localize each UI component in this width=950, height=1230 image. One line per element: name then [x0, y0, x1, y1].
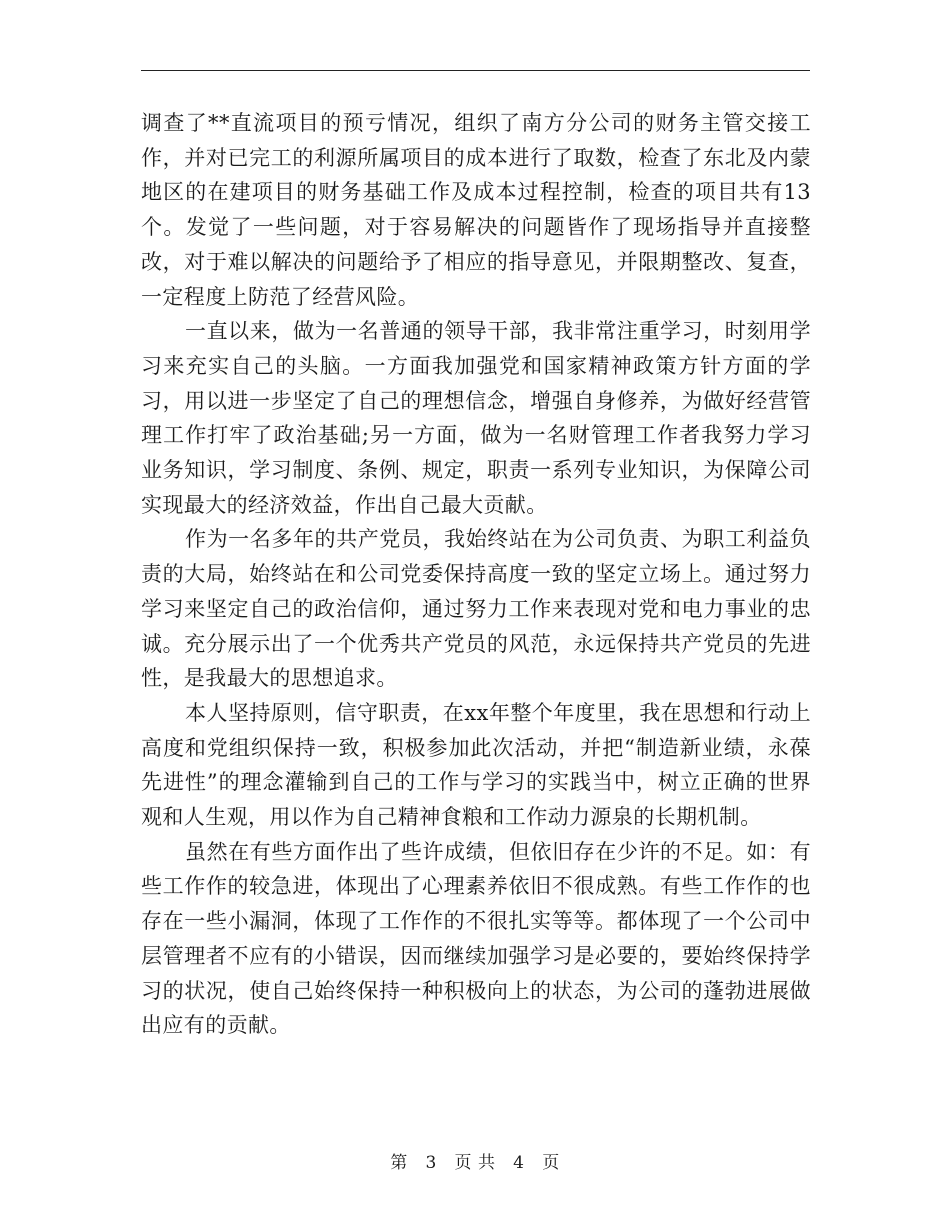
current-page-number: 3 — [425, 1153, 437, 1173]
footer-prefix: 第 — [390, 1153, 408, 1173]
footer-middle: 页 共 — [454, 1153, 496, 1173]
header-rule — [141, 70, 810, 71]
paragraph-principles: 本人坚持原则，信守职责，在xx年整个年度里，我在思想和行动上高度和党组织保持一致，积极参加此次活动，并把“制造新业绩，永葆先进性”的理念灌输到自己的工作与学习的实践当中，树立正确的世界观和人生观，用以作为自己精神食粮和工作动力源泉的长期机制。 — [141, 700, 811, 830]
body-text — [141, 106, 811, 1043]
paragraph-party-member: 作为一名多年的共产党员，我始终站在为公司负责、为职工利益负责的大局，始终站在和公司党委保持高度一致的坚定立场上。通过努力学习来坚定自己的政治信仰，通过努力工作来表现对党和电力事业的忠诚。充分展示出了一个优秀共产党员的风范，永远保持共产党员的先进性，是我最大的思想追求。 — [141, 527, 811, 691]
footer-suffix: 页 — [542, 1153, 560, 1173]
paragraph-study: 一直以来，做为一名普通的领导干部，我非常注重学习，时刻用学习来充实自己的头脑。一方面我加强党和国家精神政策方针方面的学习，用以进一步坚定了自己的理想信念，增强自身修养，为做好经营管理工作打牢了政治基础;另一方面，做为一名财管理工作者我努力学习业务知识，学习制度、条例、规定，职责一系列专业知识，为保障公司实现最大的经济效益，作出自己最大贡献。 — [141, 319, 811, 517]
paragraph-shortcomings: 虽然在有些方面作出了些许成绩，但依旧存在少许的不足。如：有些工作作的较急进，体现出了心理素养依旧不很成熟。有些工作作的也存在一些小漏洞，体现了工作作的不很扎实等等。都体现了一个公司中层管理者不应有的小错误，因而继续加强学习是必要的，要始终保持学习的状况，使自己始终保持一种积极向上的状态，为公司的蓬勃进展做出应有的贡献。 — [141, 839, 811, 1038]
total-pages-number: 4 — [513, 1153, 525, 1173]
page-footer — [0, 1148, 950, 1173]
paragraph-continuation: 调查了**直流项目的预亏情况，组织了南方分公司的财务主管交接工作，并对已完工的利源所属项目的成本进行了取数，检查了东北及内蒙地区的在建项目的财务基础工作及成本过程控制，检查的项目共有13个。发觉了一些问题，对于容易解决的问题皆作了现场指导并直接整改，对于难以解决的问题给予了相应的指导意见，并限期整改、复查，一定程度上防范了经营风险。 — [141, 111, 811, 309]
